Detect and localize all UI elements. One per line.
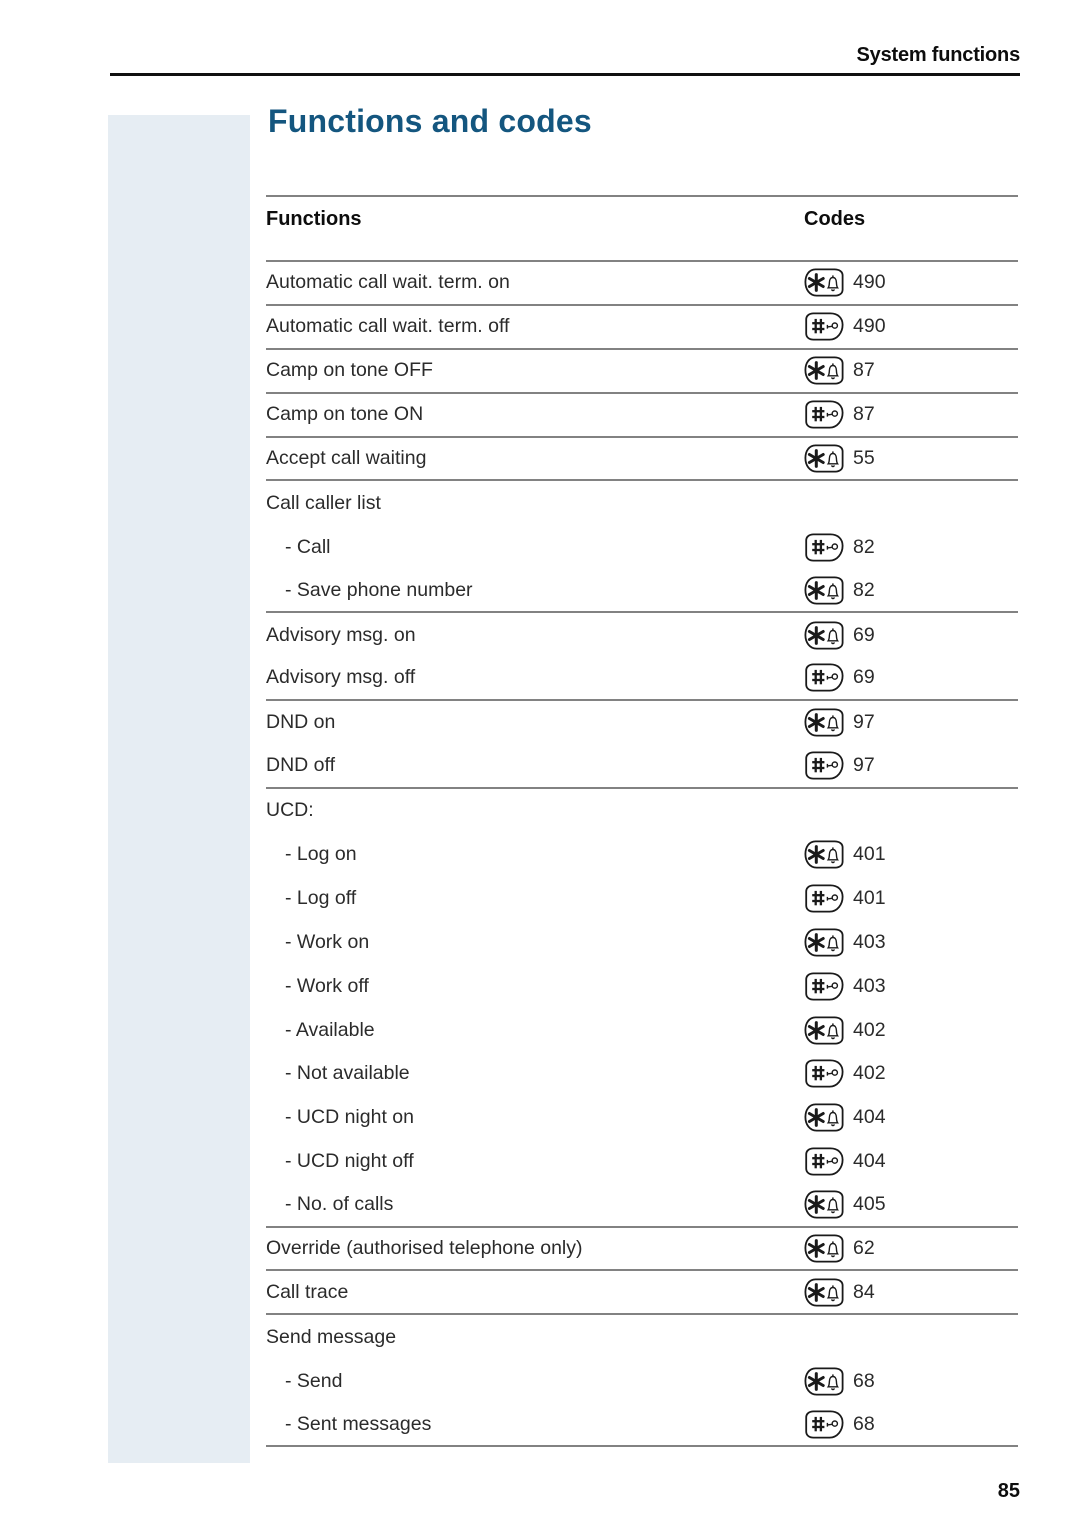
- hash-ringer-off-key-icon: [804, 1059, 844, 1088]
- code-cell: [804, 701, 875, 745]
- table-row: [266, 481, 1018, 525]
- code-value: 401: [853, 886, 886, 909]
- column-header-functions: Functions: [266, 208, 362, 230]
- star-ringer-on-key-icon: [804, 708, 844, 737]
- code-value: 55: [853, 447, 875, 469]
- page-number: 85: [997, 1480, 1020, 1502]
- hash-ringer-off-key-icon: [804, 751, 844, 780]
- code-value: 87: [853, 403, 875, 426]
- code-cell: [804, 394, 875, 436]
- function-label: - Work on: [285, 930, 370, 953]
- table-body: [266, 262, 1018, 1447]
- code-cell: [804, 1271, 875, 1313]
- hash-ringer-off-key-icon: [804, 1410, 844, 1439]
- function-label: - No. of calls: [285, 1193, 394, 1216]
- code-cell: [804, 1096, 886, 1140]
- code-value: 401: [853, 843, 886, 866]
- function-label: - UCD night off: [285, 1150, 414, 1173]
- star-ringer-on-key-icon: [804, 1190, 844, 1219]
- table-row: [266, 1359, 1018, 1403]
- code-value: 403: [853, 974, 886, 997]
- code-cell: [804, 920, 886, 964]
- function-label: Override (authorised telephone only): [266, 1237, 583, 1260]
- function-label: Automatic call wait. term. on: [266, 271, 510, 294]
- table-row: [266, 701, 1018, 745]
- function-label: UCD:: [266, 799, 314, 822]
- function-label: Automatic call wait. term. off: [266, 315, 510, 338]
- table-row: [266, 964, 1018, 1008]
- code-cell: [804, 525, 875, 569]
- code-value: 404: [853, 1106, 886, 1129]
- star-ringer-on-key-icon: [804, 840, 844, 869]
- code-value: 402: [853, 1018, 886, 1041]
- table-row: [266, 833, 1018, 877]
- function-label: Camp on tone ON: [266, 403, 424, 426]
- code-value: 97: [853, 711, 875, 734]
- table-row: [266, 1271, 1018, 1315]
- table-row: [266, 1052, 1018, 1096]
- code-value: 69: [853, 623, 875, 646]
- code-cell: [804, 613, 875, 657]
- table-row: [266, 262, 1018, 306]
- table-row: [266, 569, 1018, 613]
- hash-ringer-off-key-icon: [804, 663, 844, 692]
- function-label: - Save phone number: [285, 578, 473, 601]
- function-label: Call trace: [266, 1280, 349, 1303]
- code-cell: [804, 438, 875, 480]
- function-label: - UCD night on: [285, 1106, 414, 1129]
- function-label: - Call: [285, 535, 331, 558]
- function-label: - Work off: [285, 974, 369, 997]
- code-value: 97: [853, 754, 875, 777]
- hash-ringer-off-key-icon: [804, 312, 844, 341]
- hash-ringer-off-key-icon: [804, 400, 844, 429]
- function-label: - Sent messages: [285, 1412, 432, 1435]
- star-ringer-on-key-icon: [804, 1103, 844, 1132]
- hash-ringer-off-key-icon: [804, 884, 844, 913]
- table-row: [266, 745, 1018, 789]
- hash-ringer-off-key-icon: [804, 1147, 844, 1176]
- hash-ringer-off-key-icon: [804, 972, 844, 1001]
- function-label: - Available: [285, 1018, 375, 1041]
- star-ringer-on-key-icon: [804, 576, 844, 605]
- code-value: 403: [853, 930, 886, 953]
- code-cell: [804, 306, 886, 348]
- table-row: [266, 350, 1018, 394]
- function-label: Advisory msg. on: [266, 623, 416, 646]
- star-ringer-on-key-icon: [804, 1367, 844, 1396]
- code-cell: [804, 1184, 886, 1226]
- code-cell: [804, 1008, 886, 1052]
- function-label: DND off: [266, 754, 335, 777]
- table-row: [266, 1228, 1018, 1272]
- code-cell: [804, 833, 886, 877]
- table-row: [266, 613, 1018, 657]
- code-cell: [804, 350, 875, 392]
- code-cell: [804, 1228, 875, 1270]
- code-value: 62: [853, 1237, 875, 1260]
- table-row: [266, 1403, 1018, 1447]
- table-row: [266, 1140, 1018, 1184]
- header-rule: [110, 73, 1020, 76]
- code-cell: [804, 876, 886, 920]
- code-cell: [804, 1359, 875, 1403]
- code-value: 68: [853, 1412, 875, 1435]
- code-cell: [804, 745, 875, 787]
- table-row: [266, 438, 1018, 482]
- table-row: [266, 1008, 1018, 1052]
- function-label: - Log off: [285, 886, 357, 909]
- code-cell: [804, 1403, 875, 1445]
- code-value: 82: [853, 578, 875, 601]
- function-label: Send message: [266, 1325, 397, 1348]
- table-row: [266, 876, 1018, 920]
- code-cell: [804, 1140, 886, 1184]
- sidebar-accent-strip: [108, 115, 250, 1463]
- column-header-codes: Codes: [804, 208, 866, 230]
- code-cell: [804, 657, 875, 699]
- table-row: [266, 1096, 1018, 1140]
- star-ringer-on-key-icon: [804, 1016, 844, 1045]
- star-ringer-on-key-icon: [804, 444, 844, 473]
- function-label: Advisory msg. off: [266, 666, 416, 689]
- code-value: 405: [853, 1193, 886, 1216]
- table-row: [266, 1184, 1018, 1228]
- code-cell: [804, 964, 886, 1008]
- function-label: - Not available: [285, 1062, 410, 1085]
- table-row: [266, 789, 1018, 833]
- function-label: - Send: [285, 1369, 343, 1392]
- function-label: - Log on: [285, 843, 357, 866]
- running-header: System functions: [856, 44, 1020, 66]
- table-row: [266, 525, 1018, 569]
- code-value: 490: [853, 271, 886, 294]
- table-row: [266, 306, 1018, 350]
- star-ringer-on-key-icon: [804, 621, 844, 650]
- code-value: 69: [853, 666, 875, 689]
- star-ringer-on-key-icon: [804, 1234, 844, 1263]
- table-row: [266, 920, 1018, 964]
- code-value: 87: [853, 359, 875, 382]
- table-row: [266, 1315, 1018, 1359]
- star-ringer-on-key-icon: [804, 1278, 844, 1307]
- star-ringer-on-key-icon: [804, 356, 844, 385]
- page-title: Functions and codes: [268, 103, 592, 139]
- function-label: Accept call waiting: [266, 447, 427, 469]
- function-label: Call caller list: [266, 491, 381, 514]
- code-value: 82: [853, 535, 875, 558]
- table-row: [266, 657, 1018, 701]
- star-ringer-on-key-icon: [804, 928, 844, 957]
- table-header: [266, 195, 1018, 262]
- code-value: 68: [853, 1369, 875, 1392]
- code-value: 84: [853, 1280, 875, 1303]
- table-row: [266, 394, 1018, 438]
- functions-codes-table: [266, 195, 1018, 1447]
- function-label: DND on: [266, 711, 336, 734]
- code-value: 490: [853, 315, 886, 338]
- code-cell: [804, 262, 886, 304]
- function-label: Camp on tone OFF: [266, 359, 433, 382]
- code-value: 402: [853, 1062, 886, 1085]
- code-cell: [804, 1052, 886, 1096]
- hash-ringer-off-key-icon: [804, 533, 844, 562]
- code-cell: [804, 569, 875, 611]
- code-value: 404: [853, 1150, 886, 1173]
- star-ringer-on-key-icon: [804, 268, 844, 297]
